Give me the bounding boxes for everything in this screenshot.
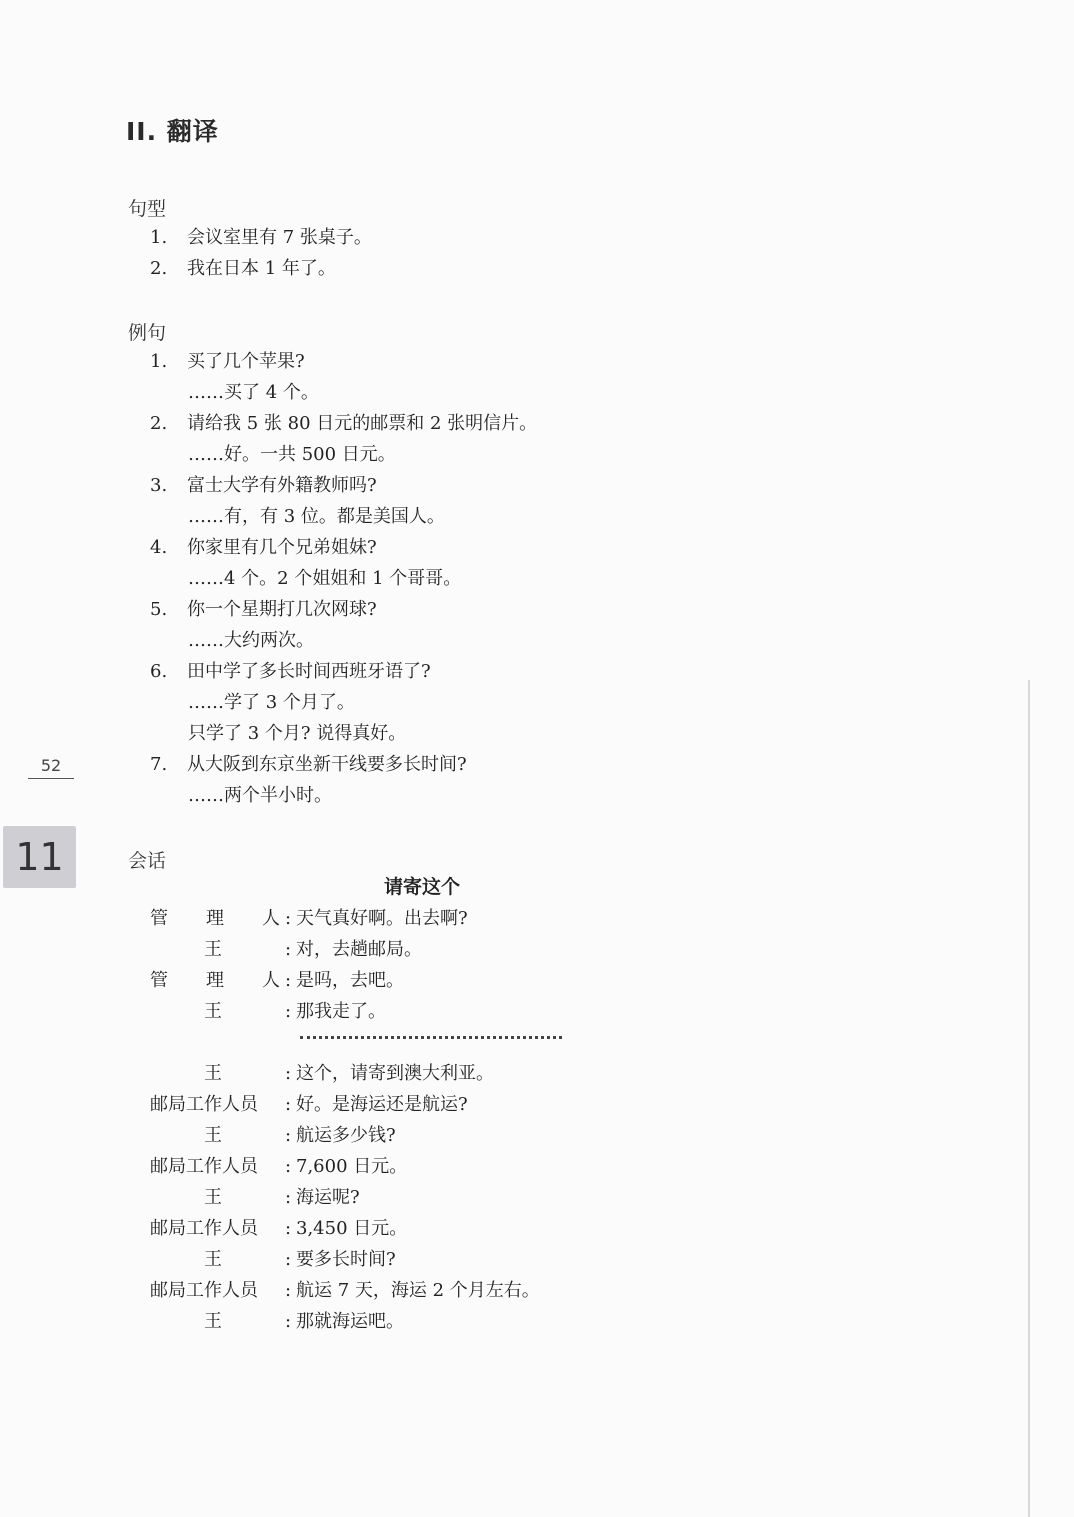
example-item-5: 5. 你一个星期打几次网球? bbox=[150, 599, 377, 620]
dialog-line: 邮局工作人员 : 好。是海运还是航运? bbox=[150, 1089, 468, 1120]
speaker-name: 王 bbox=[204, 1311, 222, 1332]
speaker-name: 王 bbox=[204, 1249, 222, 1270]
speaker-name: 王 bbox=[204, 1187, 222, 1208]
dialog-line: 邮局工作人员 : 3,450 日元。 bbox=[150, 1213, 407, 1244]
dialog-line: 王 : 要多长时间? bbox=[150, 1244, 396, 1275]
page-number: 52 bbox=[28, 756, 74, 779]
dialog-line: 王 : 那就海运吧。 bbox=[150, 1306, 404, 1337]
example-reply: 只学了 3 个月? 说得真好。 bbox=[188, 723, 407, 744]
sentence-patterns-heading: 句型 bbox=[128, 198, 167, 220]
example-reply: ……大约两次。 bbox=[188, 630, 314, 651]
example-reply: ……学了 3 个月了。 bbox=[188, 692, 355, 713]
dialog-text: 天气真好啊。出去啊? bbox=[296, 908, 468, 929]
example-item-4: 4. 你家里有几个兄弟姐妹? bbox=[150, 537, 377, 558]
dotted-separator bbox=[300, 1036, 562, 1039]
dialog-text: 航运多少钱? bbox=[296, 1125, 396, 1146]
example-item-3: 3. 富士大学有外籍教师吗? bbox=[150, 475, 377, 496]
dialog-line: 王 : 海运呢? bbox=[150, 1182, 360, 1213]
example-reply: ……有，有 3 位。都是美国人。 bbox=[188, 506, 445, 527]
speaker-name: 王 bbox=[204, 1001, 222, 1022]
speaker-name: 王 bbox=[204, 1125, 222, 1146]
example-reply: ……4 个。2 个姐姐和 1 个哥哥。 bbox=[188, 568, 462, 589]
speaker-name: 邮局工作人员 bbox=[150, 1218, 258, 1239]
dialog-line: 王 : 航运多少钱? bbox=[150, 1120, 396, 1151]
example-reply: ……两个半小时。 bbox=[188, 785, 332, 806]
dialog-text: 7,600 日元。 bbox=[296, 1156, 408, 1177]
pattern-item-1: 1. 会议室里有 7 张桌子。 bbox=[150, 227, 372, 248]
speaker-name: 邮局工作人员 bbox=[150, 1156, 258, 1177]
dialog-line: 管理人 : 是吗，去吧。 bbox=[150, 965, 404, 996]
speaker-name: 王 bbox=[204, 1063, 222, 1084]
dialog-line: 王 : 对，去趟邮局。 bbox=[150, 934, 422, 965]
section-title: II. 翻译 bbox=[126, 117, 219, 146]
pattern-item-2: 2. 我在日本 1 年了。 bbox=[150, 258, 336, 279]
dialog-line: 王 : 这个，请寄到澳大利亚。 bbox=[150, 1058, 494, 1089]
example-item-7: 7. 从大阪到东京坐新干线要多长时间? bbox=[150, 754, 467, 775]
dialog-text: 这个，请寄到澳大利亚。 bbox=[296, 1063, 494, 1084]
dialog-line: 邮局工作人员 : 7,600 日元。 bbox=[150, 1151, 407, 1182]
dialog-text: 海运呢? bbox=[296, 1187, 360, 1208]
example-item-6: 6. 田中学了多长时间西班牙语了? bbox=[150, 661, 431, 682]
dialog-text: 那就海运吧。 bbox=[296, 1311, 404, 1332]
example-item-2: 2. 请给我 5 张 80 日元的邮票和 2 张明信片。 bbox=[150, 413, 538, 434]
dialog-title: 请寄这个 bbox=[384, 876, 461, 898]
dialog-text: 对，去趟邮局。 bbox=[296, 939, 422, 960]
dialog-line: 管理人 : 天气真好啊。出去啊? bbox=[150, 903, 468, 934]
speaker-name: 邮局工作人员 bbox=[150, 1280, 258, 1301]
example-reply: ……买了 4 个。 bbox=[188, 382, 319, 403]
dialog-text: 要多长时间? bbox=[296, 1249, 396, 1270]
dialog-text: 3,450 日元。 bbox=[296, 1218, 408, 1239]
dialog-line: 邮局工作人员 : 航运 7 天，海运 2 个月左右。 bbox=[150, 1275, 540, 1306]
chapter-tab: 11 bbox=[3, 826, 76, 888]
speaker-name: 邮局工作人员 bbox=[150, 1094, 258, 1115]
dialog-text: 好。是海运还是航运? bbox=[296, 1094, 468, 1115]
speaker-name: 王 bbox=[204, 939, 222, 960]
dialog-line: 王 : 那我走了。 bbox=[150, 996, 386, 1027]
dialog-text: 那我走了。 bbox=[296, 1001, 386, 1022]
page-edge bbox=[1028, 680, 1030, 1517]
examples-heading: 例句 bbox=[128, 322, 167, 344]
conversation-heading: 会话 bbox=[128, 850, 167, 872]
speaker-name: 管理人 bbox=[150, 970, 280, 991]
dialog-text: 航运 7 天，海运 2 个月左右。 bbox=[296, 1280, 540, 1301]
speaker-name: 管理人 bbox=[150, 908, 280, 929]
example-reply: ……好。一共 500 日元。 bbox=[188, 444, 396, 465]
example-item-1: 1. 买了几个苹果? bbox=[150, 351, 305, 372]
dialog-text: 是吗，去吧。 bbox=[296, 970, 404, 991]
